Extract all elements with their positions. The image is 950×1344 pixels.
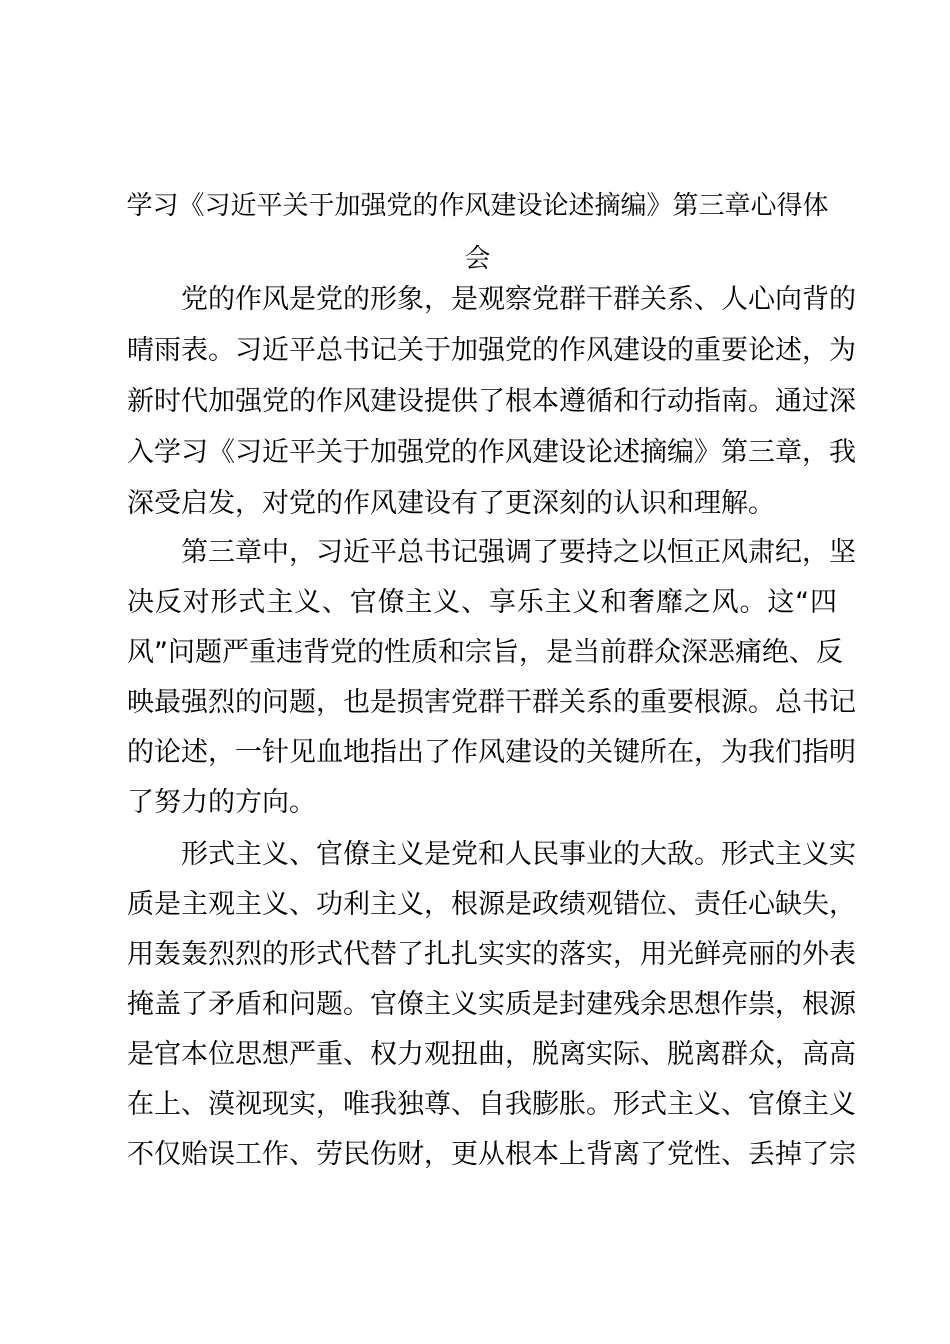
- paragraph-3-line-1: 形式主义、官僚主义是党和人民事业的大敌。形式主义实: [181, 839, 856, 870]
- paragraph-1-line-5: 深受启发，对党的作风建设有了更深刻的认识和理解。: [127, 488, 775, 519]
- paragraph-3-line-7: 不仅贻误工作、劳民伤财，更从根本上背离了党性、丢掉了宗: [127, 1139, 856, 1170]
- document-title: [120, 180, 835, 286]
- paragraph-1-line-4: 入学习《习近平关于加强党的作风建设论述摘编》第三章，我: [127, 437, 856, 468]
- title-line-2: 会: [464, 244, 491, 274]
- paragraph-2-line-5: 的论述，一针见血地指出了作风建设的关键所在，为我们指明: [127, 737, 856, 768]
- paragraph-2-line-6: 了努力的方向。: [127, 787, 316, 818]
- paragraph-3-line-6: 在上、漠视现实，唯我独尊、自我膨胀。形式主义、官僚主义: [127, 1089, 856, 1120]
- paragraph-1-line-3: 新时代加强党的作风建设提供了根本遵循和行动指南。通过深: [127, 386, 856, 417]
- paragraph-3-line-2: 质是主观主义、功利主义，根源是政绩观错位、责任心缺失，: [127, 889, 856, 920]
- paragraph-2-line-3: 风”问题严重违背党的性质和宗旨，是当前群众深恶痛绝、反: [127, 637, 843, 668]
- paragraph-2-line-4: 映最强烈的问题，也是损害党群干群关系的重要根源。总书记: [127, 687, 856, 718]
- paragraph-2-line-2: 决反对形式主义、官僚主义、享乐主义和奢靡之风。这“四: [127, 587, 837, 618]
- paragraph-1-line-1: 党的作风是党的形象，是观察党群干群关系、人心向背的: [181, 284, 856, 315]
- title-line-1: 学习《习近平关于加强党的作风建设论述摘编》第三章心得体: [126, 191, 829, 221]
- paragraph-1-line-2: 晴雨表。习近平总书记关于加强党的作风建设的重要论述，为: [127, 335, 856, 366]
- paragraph-3-line-3: 用轰轰烈烈的形式代替了扎扎实实的落实，用光鲜亮丽的外表: [127, 939, 856, 970]
- paragraph-3-line-4: 掩盖了矛盾和问题。官僚主义实质是封建残余思想作祟，根源: [127, 989, 856, 1020]
- paragraph-3-line-5: 是官本位思想严重、权力观扭曲，脱离实际、脱离群众，高高: [127, 1039, 856, 1070]
- paragraph-2-line-1: 第三章中，习近平总书记强调了要持之以恒正风肃纪，坚: [181, 537, 856, 568]
